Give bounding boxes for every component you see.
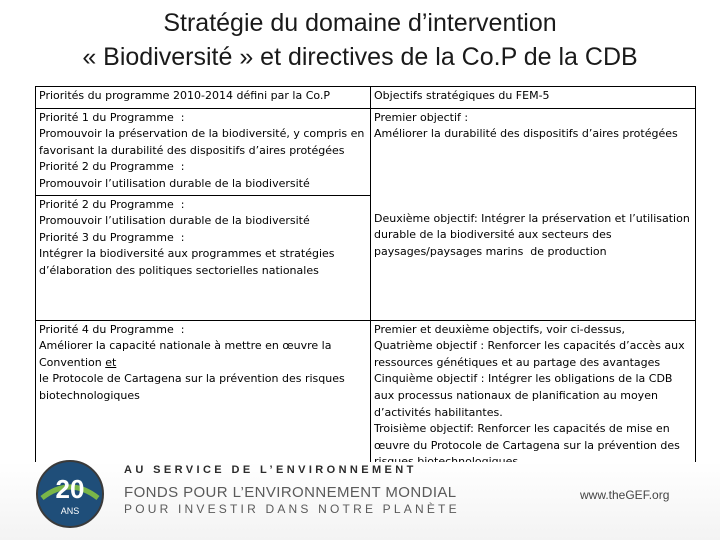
footer-pour-text: POUR INVESTIR DANS NOTRE PLANÈTE xyxy=(124,502,460,516)
cell-text: Promouvoir l’utilisation durable de la biodiversité xyxy=(39,176,310,190)
cell-text: Priorité 2 du Programme : xyxy=(39,160,185,174)
cell-text: Troisième objectif: Renforcer les capacités de mise en œuvre du Protocole de Cartagena sur la prévention des xyxy=(374,422,680,452)
cell-text: Quatrième objectif : Renforcer les capacités d’accès aux ressources génétiques et au partage des avantages xyxy=(374,339,689,369)
priorities-table xyxy=(35,86,696,475)
cell-text: Promouvoir l’utilisation durable de la biodiversité xyxy=(39,214,310,228)
table-header-row xyxy=(36,87,696,109)
cell-text: Priorité 1 du Programme : xyxy=(39,110,185,124)
title-line-2: « Biodiversité » et directives de la Co.P de la CDB xyxy=(82,43,638,71)
cell-text: Améliorer la capacité nationale à mettre en œuvre la Convention xyxy=(39,339,332,369)
cell-text: Priorité 2 du Programme : xyxy=(39,197,185,211)
cell-text: Premier objectif : xyxy=(374,110,469,124)
cell-text: Priorité 4 du Programme : xyxy=(39,322,185,336)
cell-text: Cinquième objectif : Intégrer les obligations de la CDB aux processus nationaux de planification au moyen d’activités habilitantes. xyxy=(374,372,676,419)
row3-objectives-cell xyxy=(371,320,696,474)
slide-title xyxy=(0,6,720,74)
logo-sub: ANS xyxy=(60,506,80,516)
footer-service-text: AU SERVICE DE L’ENVIRONNEMENT xyxy=(124,464,417,476)
cell-text: Premier et deuxième objectifs, voir ci-dessus, xyxy=(374,322,626,336)
logo-number: 20 xyxy=(55,474,85,504)
header-cell-priorities: Priorités du programme 2010-2014 défini par la Co.P xyxy=(36,87,371,109)
cell-text: Intégrer la biodiversité aux programmes et stratégies d’élaboration des politiques sectorielles nationales xyxy=(39,247,338,277)
table-row xyxy=(36,320,696,474)
cell-text-underlined: et xyxy=(105,355,117,369)
cell-text: Priorité 3 du Programme : xyxy=(39,230,185,244)
title-line-1: Stratégie du domaine d’intervention xyxy=(163,9,557,37)
footer-fonds-text: FONDS POUR L’ENVIRONNEMENT MONDIAL xyxy=(124,484,457,501)
table-row xyxy=(36,108,696,320)
cell-text: Promouvoir la préservation de la biodiversité, y compris en favorisant la durabilité des dispositifs d’aires protégées xyxy=(39,127,368,157)
row1-objectives-cell xyxy=(371,108,696,320)
row1-priorities-cell xyxy=(36,108,371,320)
cell-text: Deuxième objectif: Intégrer la préservation et l’utilisation durable de la biodiversité aux secteurs des paysages/paysages marins de production xyxy=(374,211,694,258)
cell-text: Améliorer la durabilité des dispositifs d’aires protégées xyxy=(374,127,678,141)
cell-text: le Protocole de Cartagena sur la prévention des risques biotechnologiques xyxy=(39,372,349,402)
footer-website-link[interactable]: www.theGEF.org xyxy=(580,488,670,502)
header-cell-objectives: Objectifs stratégiques du FEM-5 xyxy=(371,87,696,109)
gef-20-years-logo-icon xyxy=(34,458,106,530)
row3-priorities-cell xyxy=(36,320,371,474)
